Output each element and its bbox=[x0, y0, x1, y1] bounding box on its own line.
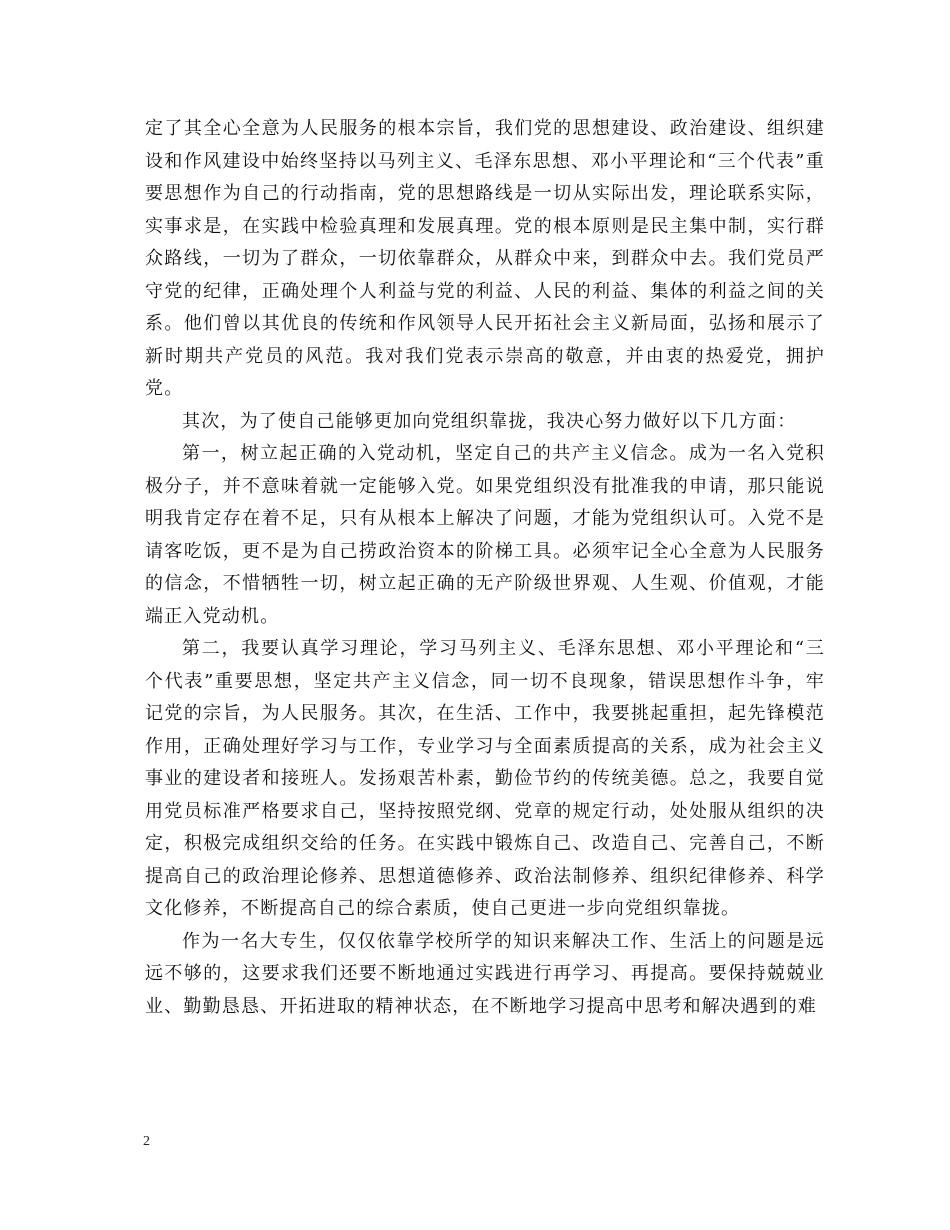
page-body bbox=[145, 113, 825, 1023]
paragraph-3: 第一，树立起正确的入党动机，坚定自己的共产主义信念。成为一名入党积极分子，并不意味着就一定能够入党。如果党组织没有批准我的申请，那只能说明我肯定存在着不足，只有从根本上解决了问题，才能为党组织认可。入党不是请客吃饭，更不是为自己捞政治资本的阶梯工具。必须牢记全心全意为人民服务的信念，不惜牺牲一切，树立起正确的无产阶级世界观、人生观、价值观，才能端正入党动机。 bbox=[145, 443, 825, 627]
page-number: 2 bbox=[143, 1134, 150, 1149]
paragraph-1: 定了其全心全意为人民服务的根本宗旨，我们党的思想建设、政治建设、组织建设和作风建设中始终坚持以马列主义、毛泽东思想、邓小平理论和“三个代表”重要思想作为自己的行动指南，党的思想路线是一切从实际出发，理论联系实际，实事求是，在实践中检验真理和发展真理。党的根本原则是民主集中制，实行群众路线，一切为了群众，一切依靠群众，从群众中来，到群众中去。我们党员严守党的纪律，正确处理个人利益与党的利益、人民的利益、集体的利益之间的关系。他们曾以其优良的传统和作风领导人民开拓社会主义新局面，弘扬和展示了新时期共产党员的风范。我对我们党表示崇高的敬意，并由衷的热爱党，拥护党。 bbox=[145, 118, 825, 399]
paragraph-4: 第二，我要认真学习理论，学习马列主义、毛泽东思想、邓小平理论和“三个代表”重要思想，坚定共产主义信念，同一切不良现象，错误思想作斗争，牢记党的宗旨，为人民服务。其次，在生活、工作中，我要挑起重担，起先锋模范作用，正确处理好学习与工作，专业学习与全面素质提高的关系，成为社会主义事业的建设者和接班人。发扬艰苦朴素，勤俭节约的传统美德。总之，我要自觉用党员标准严格要求自己，坚持按照党纲、党章的规定行动，处处服从组织的决定，积极完成组织交给的任务。在实践中锻炼自己、改造自己、完善自己，不断提高自己的政治理论修养、思想道德修养、政治法制修养、组织纪律修养、科学文化修养，不断提高自己的综合素质，使自己更进一步向党组织靠拢。 bbox=[145, 638, 825, 919]
paragraph-5: 作为一名大专生，仅仅依靠学校所学的知识来解决工作、生活上的问题是远远不够的，这要求我们还要不断地通过实践进行再学习、再提高。要保持兢兢业业、勤勤恳恳、开拓进取的精神状态，在不断地学习提高中思考和解决遇到的难 bbox=[145, 930, 825, 1017]
paragraph-2: 其次，为了使自己能够更加向党组织靠拢，我决心努力做好以下几方面： bbox=[182, 410, 797, 432]
